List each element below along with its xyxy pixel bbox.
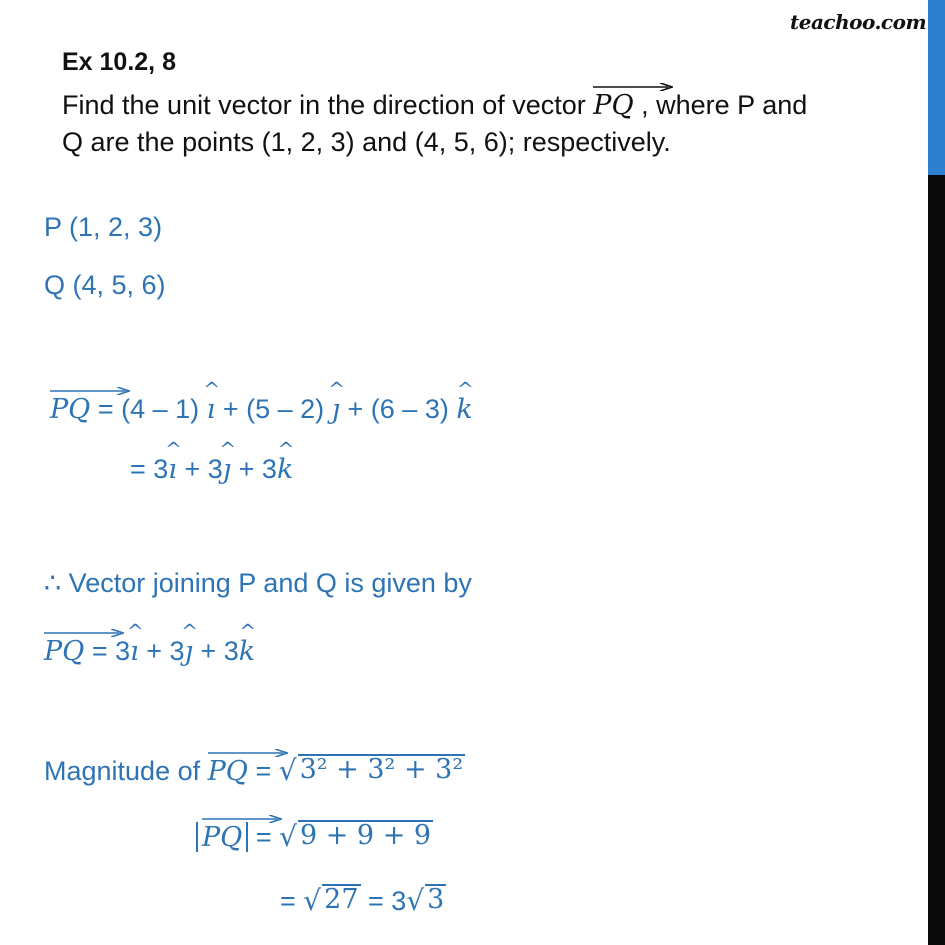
vector-arrow-icon xyxy=(44,629,124,637)
radical-icon: √ xyxy=(406,884,425,917)
unit-i: ı ^ xyxy=(207,394,216,425)
vector-arrow-icon xyxy=(202,815,282,823)
question-text-b: , where P and xyxy=(641,90,808,120)
scrollbar[interactable] xyxy=(928,0,945,945)
question-line-1 xyxy=(62,86,807,121)
magnitude-line: Magnitude of PQ = √ 3² + 3² + 3² xyxy=(44,752,465,787)
vector-arrow-icon xyxy=(593,83,673,91)
abs-vector-pq xyxy=(196,822,248,852)
unit-k: k ^ xyxy=(277,454,293,485)
question-line-2: Q are the points (1, 2, 3) and (4, 5, 6); respectively. xyxy=(62,127,671,157)
question-text-a: Find the unit vector in the direction of vector xyxy=(62,90,586,120)
point-q: Q (4, 5, 6) xyxy=(44,270,166,300)
unit-i: ı ^ xyxy=(130,636,139,667)
sqrt-expression: √ 3 xyxy=(406,884,445,917)
vector-pq-equation: PQ = 3ı ^ + 3ȷ ^ + 3k ^ xyxy=(44,632,255,667)
vector-arrow-icon xyxy=(208,749,288,757)
unit-i: ı ^ xyxy=(168,454,177,485)
vector-pq: PQ xyxy=(44,632,84,667)
radical-icon: √ xyxy=(278,754,297,787)
magnitude-line-3: = √ 27 = 3 √ 3 xyxy=(280,884,445,917)
scroll-thumb[interactable] xyxy=(928,0,945,175)
exercise-title: Ex 10.2, 8 xyxy=(62,48,176,76)
brand-logo: teachoo.com xyxy=(790,10,927,34)
unit-j: ȷ ^ xyxy=(223,454,231,485)
step-vector-result: = 3ı ^ + 3ȷ ^ + 3k ^ xyxy=(130,454,293,485)
radical-icon: √ xyxy=(279,820,297,853)
magnitude-line-2: PQ = √ 9 + 9 + 9 xyxy=(196,818,433,853)
step-vector-difference: PQ = (4 – 1) ı ^ + (5 – 2) ȷ ^ + (6 – 3) k ^ xyxy=(50,390,473,425)
therefore-line: ∴ Vector joining P and Q is given by xyxy=(44,568,472,598)
sqrt-expression: √ 27 xyxy=(303,884,359,917)
unit-k: k ^ xyxy=(239,636,255,667)
vector-pq: PQ xyxy=(208,752,248,787)
sqrt-expression: √ 9 + 9 + 9 xyxy=(279,820,432,853)
vector-pq: PQ xyxy=(50,390,90,425)
radical-icon: √ xyxy=(303,884,322,917)
vector-pq: PQ xyxy=(202,818,242,853)
point-p: P (1, 2, 3) xyxy=(44,212,163,242)
vector-pq: PQ xyxy=(593,86,633,121)
unit-j: ȷ ^ xyxy=(332,394,340,425)
unit-k: k ^ xyxy=(456,394,472,425)
sqrt-expression: √ 3² + 3² + 3² xyxy=(278,754,464,787)
unit-j: ȷ ^ xyxy=(185,636,193,667)
vector-arrow-icon xyxy=(50,387,130,395)
